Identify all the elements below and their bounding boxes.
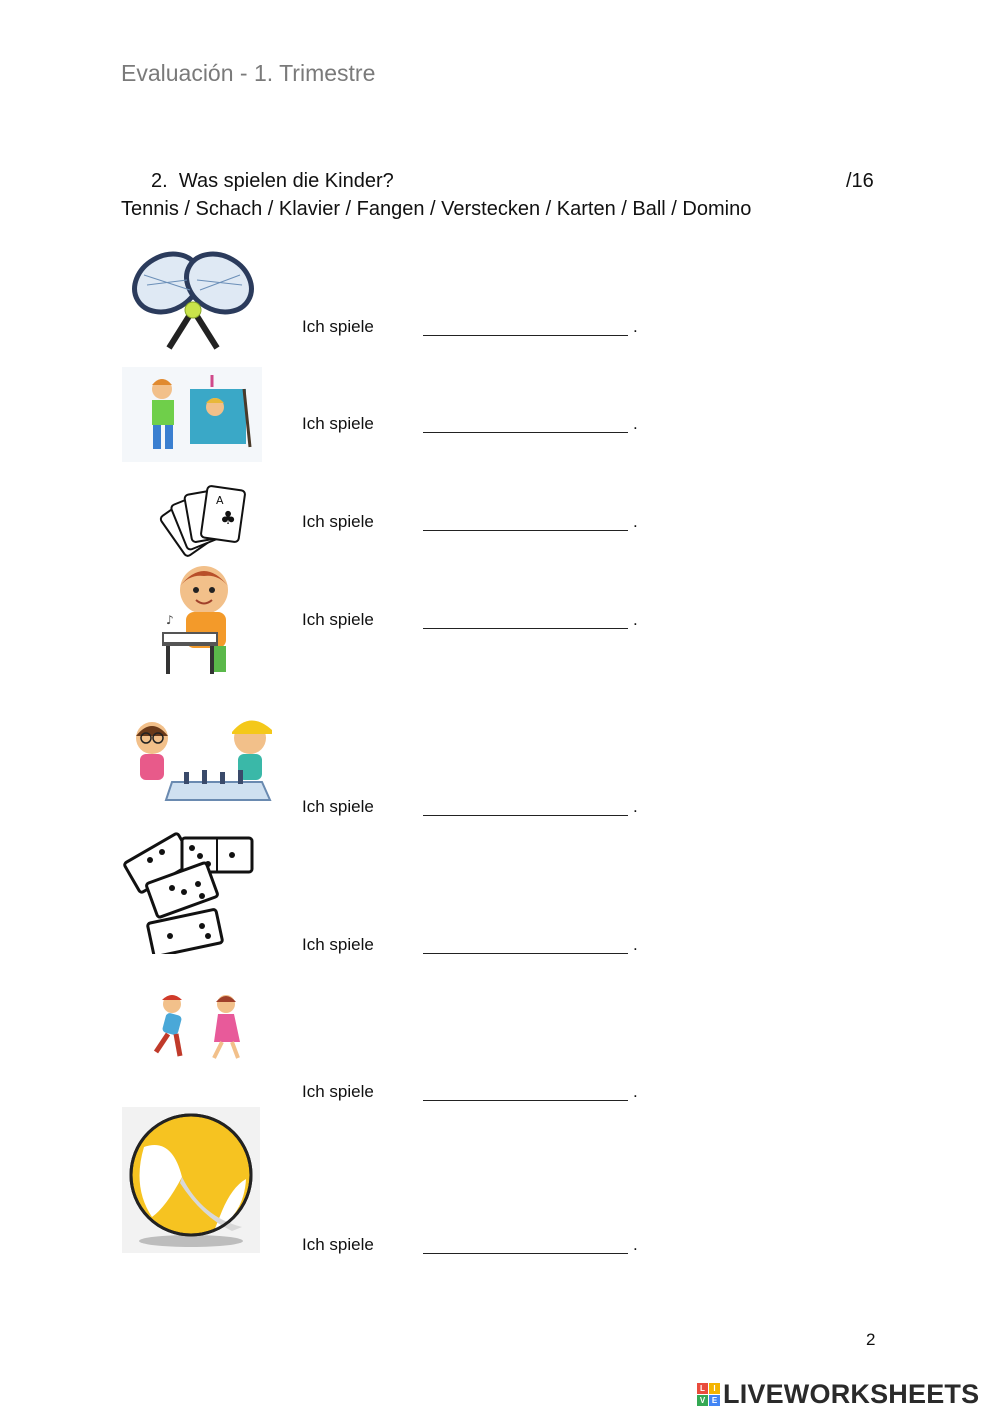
row-3-answer-blank[interactable] xyxy=(423,530,628,531)
row-6-period: . xyxy=(633,935,638,954)
row-8-answer-blank[interactable] xyxy=(423,1253,628,1254)
row-7-answer-blank[interactable] xyxy=(423,1100,628,1101)
row-2-label: Ich spiele xyxy=(302,414,374,433)
row-4-answer-blank[interactable] xyxy=(423,628,628,629)
row-7-period: . xyxy=(633,1082,638,1101)
question-number: 2. xyxy=(151,170,168,192)
row-1-label: Ich spiele xyxy=(302,317,374,336)
row-4-label: Ich spiele xyxy=(302,610,374,629)
beach-ball-icon xyxy=(122,1107,260,1253)
row-2-period: . xyxy=(633,414,638,433)
logo-mark-icon: L I V E xyxy=(697,1383,720,1406)
page-header-title: Evaluación - 1. Trimestre xyxy=(121,60,376,86)
row-3-period: . xyxy=(633,512,638,531)
page-number: 2 xyxy=(866,1330,876,1349)
question-line xyxy=(151,170,394,193)
row-6-answer-blank[interactable] xyxy=(423,953,628,954)
kids-chess-icon xyxy=(122,710,282,810)
row-1-period: . xyxy=(633,317,638,336)
boy-piano-icon xyxy=(122,562,262,680)
score-total: /16 xyxy=(846,170,874,192)
row-5-answer-blank[interactable] xyxy=(423,815,628,816)
question-text: Was spielen die Kinder? xyxy=(178,170,394,192)
dominoes-icon xyxy=(122,822,262,954)
row-6-label: Ich spiele xyxy=(302,935,374,954)
row-5-label: Ich spiele xyxy=(302,797,374,816)
svg-text:♣: ♣ xyxy=(220,508,237,529)
svg-text:♪: ♪ xyxy=(166,613,174,627)
row-8-period: . xyxy=(633,1235,638,1254)
hide-and-seek-icon xyxy=(122,367,262,462)
liveworksheets-logo[interactable] xyxy=(697,1379,979,1410)
row-7-label: Ich spiele xyxy=(302,1082,374,1101)
row-4-period: . xyxy=(633,610,638,629)
row-1-answer-blank[interactable] xyxy=(423,335,628,336)
word-bank: Tennis / Schach / Klavier / Fangen / Verstecken / Karten / Ball / Domino xyxy=(121,198,752,220)
row-8-label: Ich spiele xyxy=(302,1235,374,1254)
row-5-period: . xyxy=(633,797,638,816)
row-3-label: Ich spiele xyxy=(302,512,374,531)
row-2-answer-blank[interactable] xyxy=(423,432,628,433)
kids-running-tag-icon xyxy=(122,990,262,1070)
logo-text: LIVEWORKSHEETS xyxy=(723,1379,980,1409)
tennis-rackets-icon xyxy=(122,250,262,350)
playing-cards-icon xyxy=(122,482,262,562)
svg-text:A: A xyxy=(216,494,224,507)
